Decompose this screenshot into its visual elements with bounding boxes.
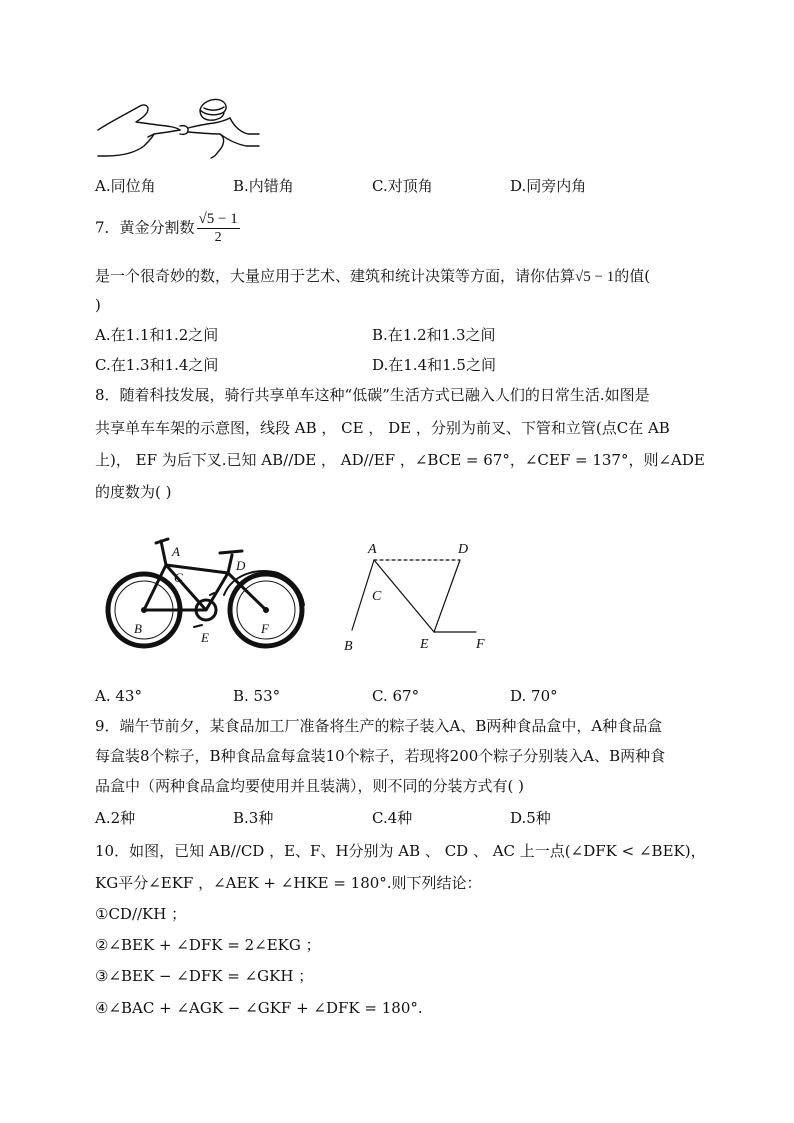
- q8-option-b: B. 53°: [233, 687, 281, 705]
- q8-option-a: A. 43°: [95, 687, 142, 705]
- diagram-label-e: E: [420, 637, 429, 652]
- fraction-numerator: √5 − 1: [198, 211, 238, 227]
- diagram-label-c: C: [372, 589, 382, 604]
- q8-line3: 上)， EF 为后下叉.已知 AB//DE ， AD//EF ，∠BCE = 67°，∠CEF = 137°，则∠ADE: [95, 451, 705, 469]
- golden-ratio-fraction: [197, 210, 240, 247]
- q6-option-b: B.内错角: [233, 177, 294, 195]
- q10-item-2: ②∠BEK + ∠DFK = 2∠EKG ；: [95, 936, 321, 954]
- q7-stem: [95, 210, 240, 247]
- q7-option-d: D.在1.4和1.5之间: [372, 356, 496, 374]
- q7-line2-expr: √5 − 1: [575, 269, 615, 285]
- q7-stem-prefix: 7．黄金分割数: [95, 218, 195, 237]
- q9-line3: 品盒中（两种食品盒均要使用并且装满），则不同的分装方式有( ): [95, 777, 524, 795]
- bike-label-f: F: [261, 621, 269, 636]
- diagram-label-f: F: [476, 637, 485, 652]
- q8-line2: 共享单车车架的示意图，线段 AB ， CE ， DE ，分别为前叉、下管和立管(点C在 AB: [95, 419, 670, 437]
- bike-label-a: A: [172, 544, 180, 559]
- q10-item-1: ①CD//KH ；: [95, 905, 187, 923]
- q8-option-c: C. 67°: [372, 687, 420, 705]
- q6-option-a: A.同位角: [95, 177, 156, 195]
- q7-option-c: C.在1.3和1.4之间: [95, 356, 219, 374]
- diagram-label-a: A: [368, 542, 377, 557]
- bicycle-illustration: [106, 535, 311, 650]
- q9-option-b: B.3种: [233, 809, 274, 827]
- frame-schematic-diagram: [340, 538, 490, 653]
- q7-line2-text: 是一个很奇妙的数，大量应用于艺术、建筑和统计决策等方面，请你估算: [95, 267, 576, 285]
- q6-option-c: C.对顶角: [372, 177, 433, 195]
- diagram-label-b: B: [344, 639, 353, 654]
- bike-label-c: C: [174, 570, 183, 585]
- q10-item-4: ④∠BAC + ∠AGK − ∠GKF + ∠DFK = 180°.: [95, 999, 423, 1017]
- q8-line4: 的度数为( ): [95, 483, 172, 501]
- q9-option-c: C.4种: [372, 809, 413, 827]
- fraction-denominator: 2: [214, 230, 222, 245]
- q10-item-3: ③∠BEK − ∠DFK = ∠GKH ；: [95, 967, 314, 985]
- q7-option-b: B.在1.2和1.3之间: [372, 326, 496, 344]
- diagram-label-d: D: [458, 542, 469, 557]
- q9-line2: 每盒装8个粽子，B种食品盒每盒装10个粽子，若现将200个粽子分别装入A、B两种食: [95, 747, 666, 765]
- q7-line2-end: 的值(: [614, 267, 651, 285]
- bike-label-e: E: [201, 630, 209, 645]
- q6-option-d: D.同旁内角: [510, 177, 587, 195]
- q9-option-d: D.5种: [510, 809, 551, 827]
- q7-line3: ): [95, 296, 101, 314]
- q9-line1: 9．端午节前夕，某食品加工厂准备将生产的粽子装入A、B两种食品盒中，A种食品盒: [95, 717, 663, 735]
- bike-label-d: D: [236, 558, 246, 573]
- q7-line2: [95, 266, 650, 287]
- q8-line1: 8．随着科技发展，骑行共享单车这种“低碳”生活方式已融入人们的日常生活.如图是: [95, 386, 650, 404]
- q8-option-d: D. 70°: [510, 687, 558, 705]
- q10-line2: KG平分∠EKF ，∠AEK + ∠HKE = 180°.则下列结论：: [95, 874, 482, 892]
- hands-illustration: [96, 96, 261, 158]
- q7-option-a: A.在1.1和1.2之间: [95, 326, 219, 344]
- q9-option-a: A.2种: [95, 809, 136, 827]
- bike-label-b: B: [134, 621, 142, 636]
- q10-line1: 10．如图，已知 AB//CD ，E、F、H分别为 AB 、 CD 、 AC 上一点(∠DFK < ∠BEK)，: [95, 842, 706, 860]
